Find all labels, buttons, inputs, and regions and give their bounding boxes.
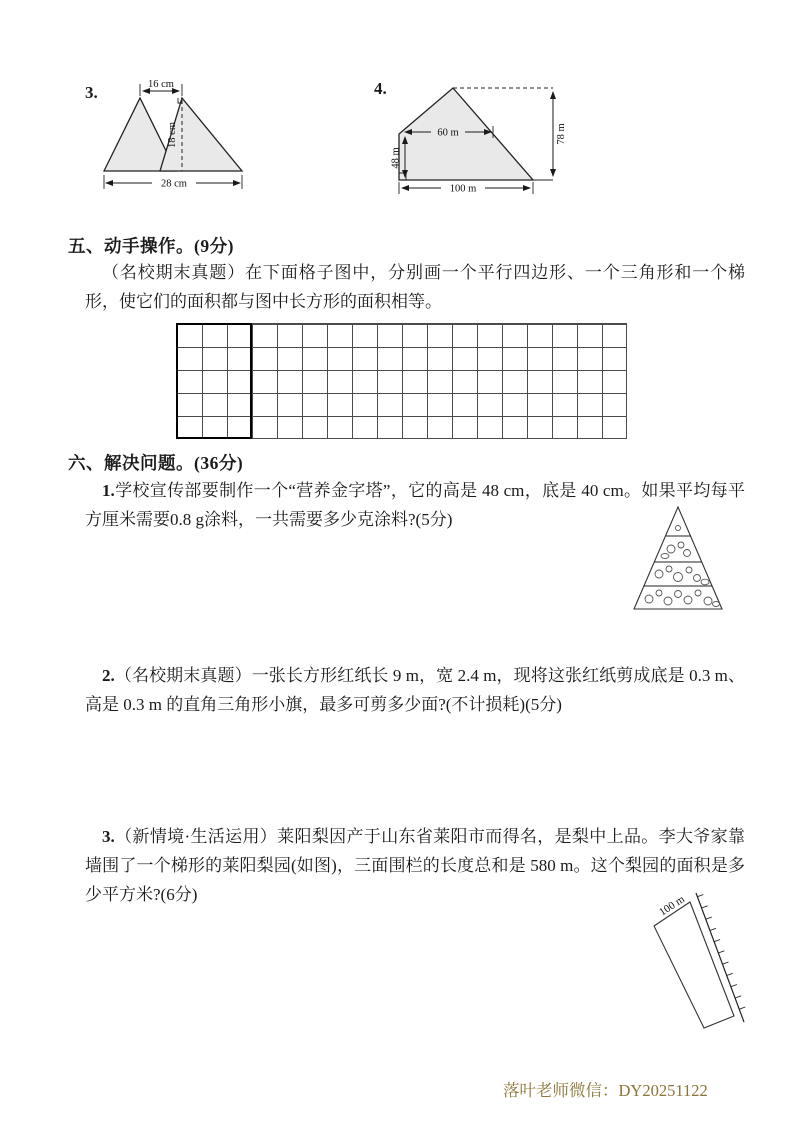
wall-hatching [697, 895, 745, 1010]
p3-top-label: 16 cm [147, 80, 174, 90]
footer-watermark: 落叶老师微信：DY20251122 [503, 1081, 708, 1100]
section-5-instruction: （名校期末真题）在下面格子图中，分别画一个平行四边形、一个三角形和一个梯形，使它们的面积都与图中长方形的面积相等。 [85, 263, 745, 312]
q2-number: 2. [102, 666, 115, 685]
rectangle-on-grid [176, 323, 252, 439]
question-2 [85, 661, 745, 719]
q1-text: 学校宣传部要制作一个“营养金字塔”，它的高是 48 cm，底是 40 cm。如果平均每平方厘米需要0.8 g涂料，一共需要多少克涂料?(5分) [85, 481, 745, 530]
p4-base-measure [399, 182, 533, 195]
q3-text: （新情境·生活运用）莱阳梨因产于山东省莱阳市而得名，是梨中上品。李大爷家靠墙围了一个梯形的莱阳梨园(如图)，三面围栏的长度总和是 580 m。这个梨园的面积是多少平方米?(6分) [85, 827, 745, 905]
p3-top-measure [140, 80, 182, 96]
problem-3-figure [85, 80, 252, 200]
orchard-figure [646, 890, 751, 1040]
food-pyramid-figure [631, 504, 726, 612]
field-shape [399, 88, 533, 180]
food-drawings [645, 526, 720, 607]
p4-mid-label: 60 m [437, 127, 459, 139]
wall-line [696, 893, 744, 1022]
p4-right-measure [553, 92, 567, 176]
problem-3-diagram [102, 80, 252, 200]
problem-4-number: 4. [374, 79, 387, 98]
grid-figure [176, 323, 627, 439]
orchard-side-label: 100 m [657, 893, 687, 919]
p4-left-label: 48 m [390, 147, 402, 169]
problem-4-diagram [391, 76, 576, 196]
pyramid-outline [634, 507, 722, 609]
p3-height-label: 18 cm [166, 122, 178, 148]
p3-base-label: 28 cm [160, 178, 187, 190]
section-6-title: 六、解决问题。(36分) [68, 453, 244, 473]
p4-right-label: 78 m [555, 123, 567, 145]
p3-base-measure [104, 175, 242, 190]
q3-number: 3. [102, 827, 115, 846]
problem-4-figure [374, 76, 576, 196]
orchard-trapezoid [654, 902, 734, 1028]
q1-number: 1. [102, 481, 115, 500]
p4-base-label: 100 m [449, 183, 477, 195]
problem-3-number: 3. [85, 83, 98, 102]
q2-text: （名校期末真题）一张长方形红纸长 9 m，宽 2.4 m，现将这张红纸剪成底是 0.3 m、高是 0.3 m 的直角三角形小旗，最多可剪多少面?(不计损耗)(5分) [85, 666, 745, 715]
section-5-title: 五、动手操作。(9分) [68, 236, 234, 256]
